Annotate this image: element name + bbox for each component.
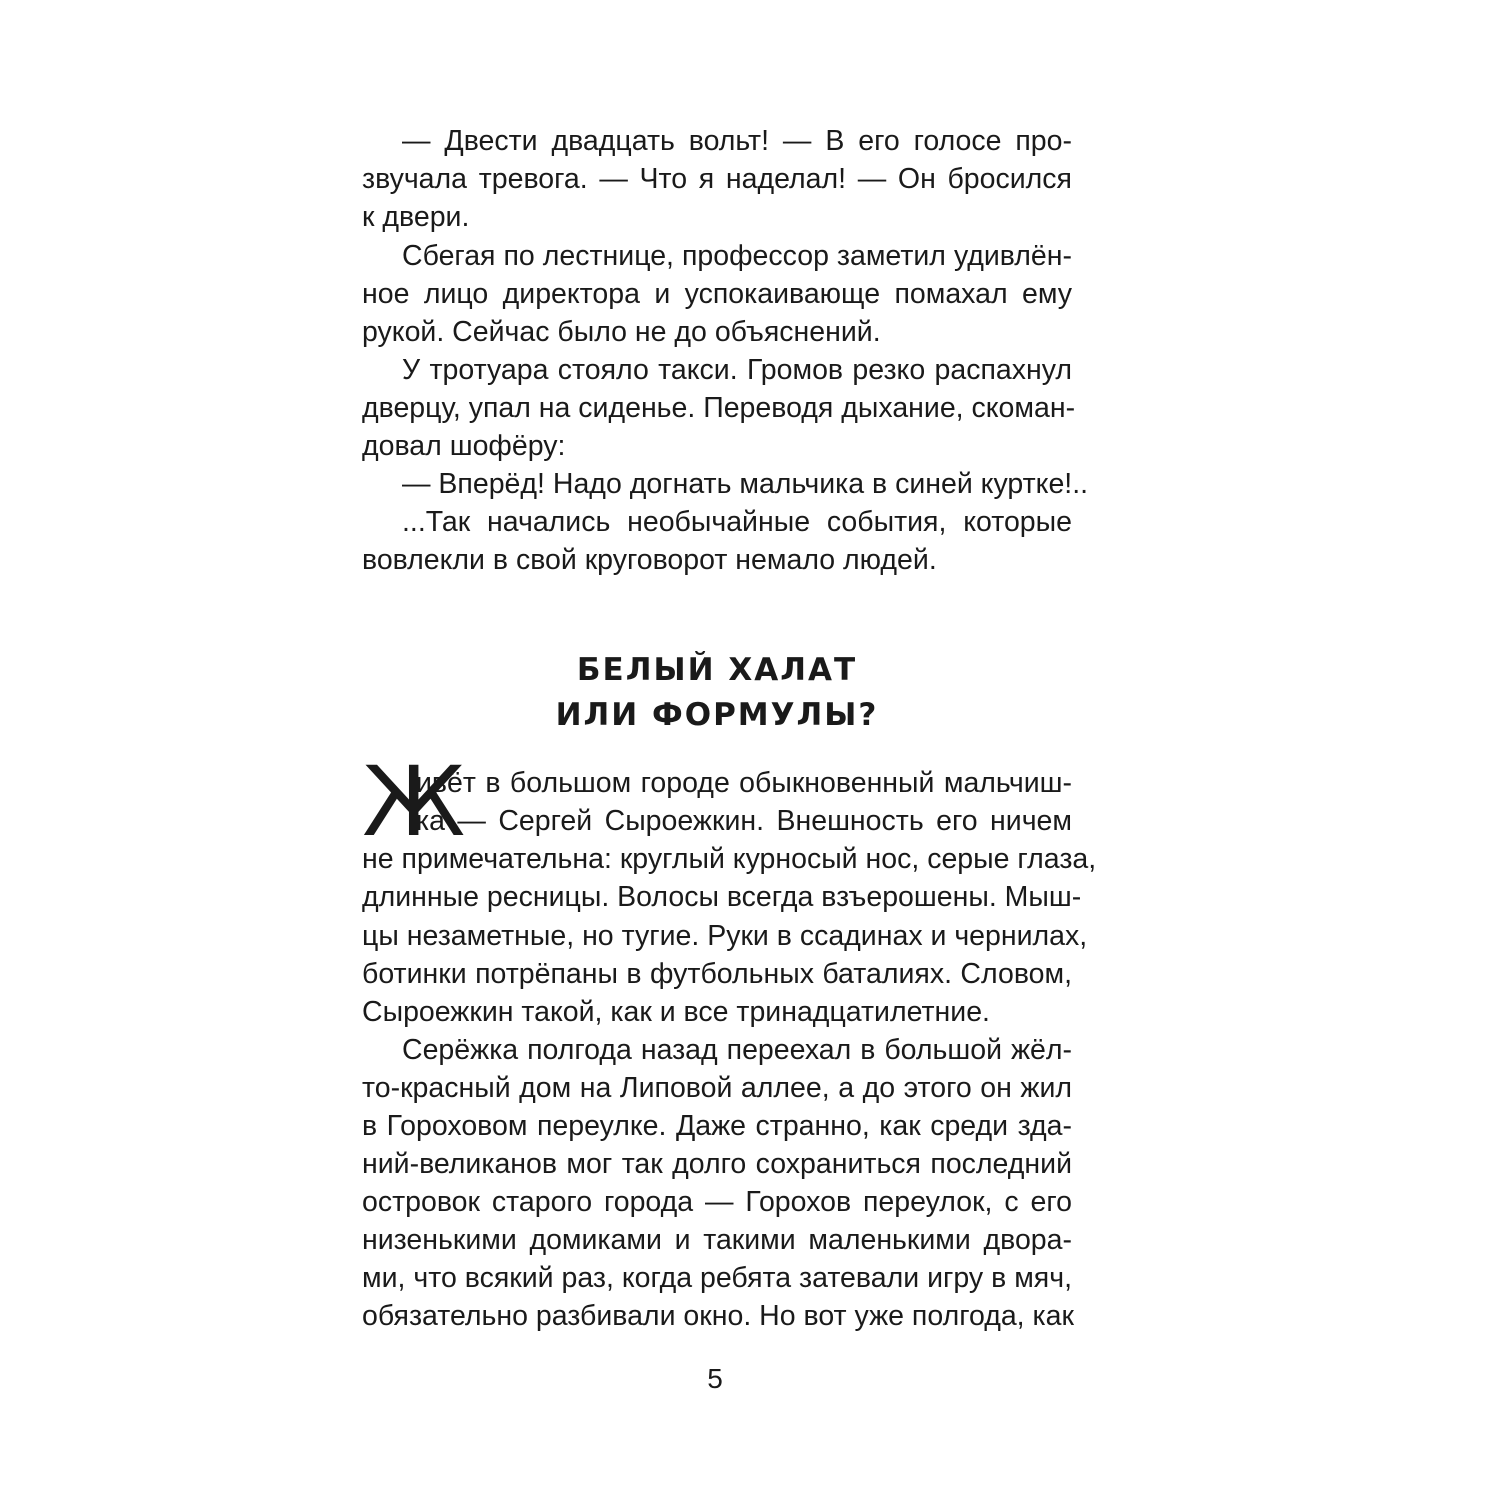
text-line: низенькими домиками и такими маленькими двора- bbox=[362, 1224, 1072, 1256]
chapter-title-line-1: БЕЛЫЙ ХАЛАТ bbox=[576, 652, 858, 688]
text-line: длинные ресницы. Волосы всегда взъерошены. Мыш- bbox=[362, 881, 1082, 913]
text-line: не примечательна: круглый курносый нос, серые глаза, bbox=[362, 843, 1097, 875]
text-line: — Вперёд! Надо догнать мальчика в синей куртке!.. bbox=[402, 468, 1089, 500]
drop-cap: Ж bbox=[362, 746, 466, 858]
text-line: то-красный дом на Липовой аллее, а до этого он жил bbox=[362, 1072, 1072, 1104]
text-line: цы незаметные, но тугие. Руки в ссадинах и чернилах, bbox=[362, 920, 1088, 952]
chapter-title-line-2: ИЛИ ФОРМУЛЫ? bbox=[555, 697, 879, 733]
text-line: ми, что всякий раз, когда ребята затевали игру в мяч, bbox=[362, 1262, 1072, 1294]
text-line: Сыроежкин такой, как и все тринадцатилетние. bbox=[362, 996, 990, 1028]
page-number: 5 bbox=[707, 1363, 723, 1394]
text-line: вовлекли в свой круговорот немало людей. bbox=[362, 544, 937, 576]
text-line: дверцу, упал на сиденье. Переводя дыхание, скоман- bbox=[362, 392, 1076, 424]
text-line: ботинки потрёпаны в футбольных баталиях. Словом, bbox=[362, 958, 1072, 990]
text-line: в Гороховом переулке. Даже странно, как среди зда- bbox=[362, 1110, 1072, 1142]
text-line: звучала тревога. — Что я наделал! — Он бросился bbox=[362, 163, 1072, 195]
text-line: островок старого города — Горохов переулок, с его bbox=[362, 1186, 1072, 1218]
text-line: довал шофёру: bbox=[362, 430, 566, 462]
text-line: ний-великанов мог так долго сохраниться последний bbox=[362, 1148, 1072, 1180]
text-line: Сбегая по лестнице, профессор заметил удивлён- bbox=[402, 240, 1072, 272]
text-line: обязательно разбивали окно. Но вот уже полгода, как bbox=[362, 1300, 1074, 1332]
text-line: ивёт в большом городе обыкновенный мальчиш- bbox=[416, 767, 1072, 799]
text-line: ...Так начались необычайные события, которые bbox=[402, 506, 1072, 538]
text-line: — Двести двадцать вольт! — В его голосе про- bbox=[402, 125, 1072, 157]
text-line: У тротуара стояло такси. Громов резко распахнул bbox=[402, 354, 1072, 386]
text-line: ка — Сергей Сыроежкин. Внешность его ничем bbox=[416, 805, 1072, 837]
text-line: к двери. bbox=[362, 201, 470, 233]
text-line: Серёжка полгода назад переехал в большой жёл- bbox=[402, 1034, 1072, 1066]
text-line: рукой. Сейчас было не до объяснений. bbox=[362, 316, 881, 348]
text-line: ное лицо директора и успокаивающе помахал ему bbox=[362, 278, 1072, 310]
